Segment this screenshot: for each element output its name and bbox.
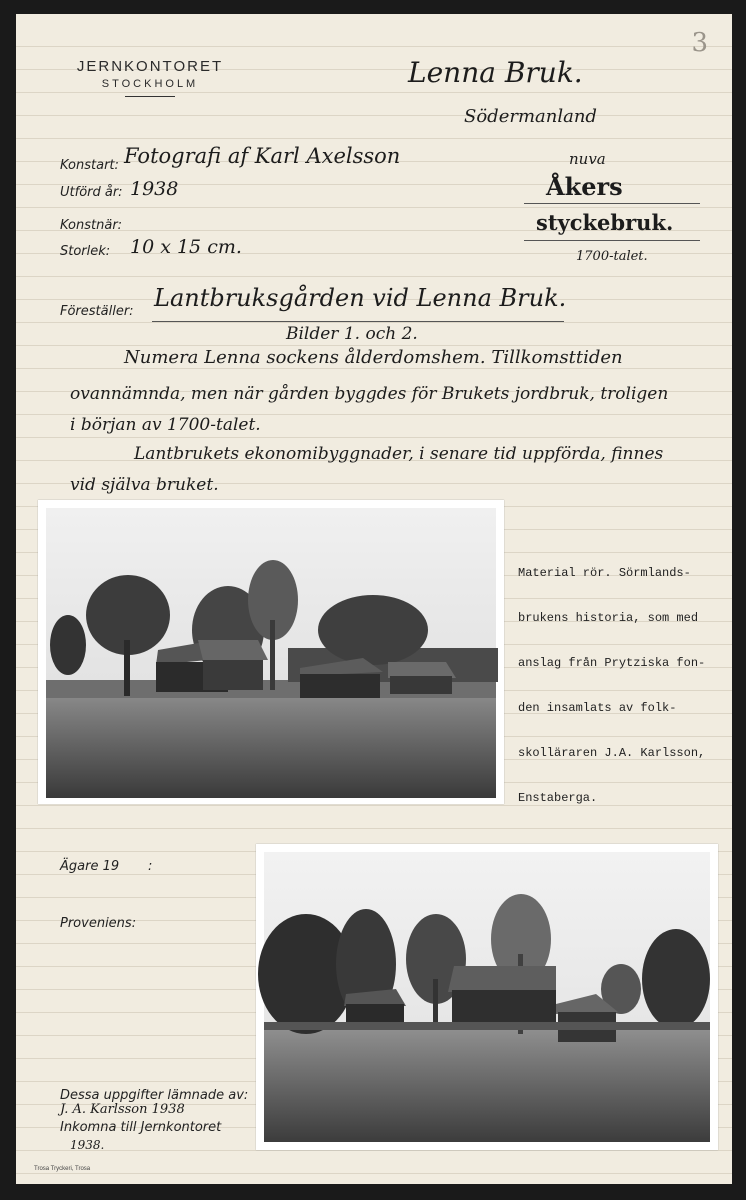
agare-colon: :	[148, 859, 153, 874]
inkomna-label: Inkomna till Jernkontoret	[60, 1120, 222, 1135]
nuvarande-note: nuva	[569, 150, 606, 168]
printer-mark: Trosa Tryckeri, Trosa	[34, 1166, 91, 1172]
description-line-1: Numera Lenna sockens ålderdomshem. Tillkomsttiden	[124, 347, 623, 368]
letterhead	[60, 58, 240, 97]
typed-note-line: skolläraren J.A. Karlsson,	[518, 746, 706, 760]
description-line-4: Lantbrukets ekonomibyggnader, i senare tid uppförda, finnes	[134, 444, 664, 464]
description-line-3: i början av 1700-talet.	[70, 415, 261, 435]
place-name: Lenna Bruk.	[408, 56, 583, 89]
era: 1700-talet.	[576, 249, 648, 264]
parish-underline	[524, 203, 700, 204]
description-line-2: ovannämnda, men när gården byggdes för Brukets jordbruk, troligen	[70, 384, 669, 404]
photo-2-image	[256, 844, 718, 1150]
org-name: JERNKONTORET	[76, 58, 224, 75]
category: styckebruk.	[536, 210, 674, 235]
typed-note-line: anslag från Prytziska fon-	[518, 656, 706, 670]
typed-note-line: den insamlats av folk-	[518, 701, 677, 715]
category-underline	[524, 240, 700, 241]
utford-label: Utförd år:	[60, 185, 123, 200]
konstnar-label: Konstnär:	[60, 218, 123, 233]
photo-1-image	[38, 500, 504, 804]
province: Södermanland	[464, 106, 597, 127]
description-line-5: vid själva bruket.	[70, 475, 219, 495]
inkomna-value: 1938.	[70, 1138, 105, 1152]
storlek-value: 10 x 15 cm.	[130, 236, 242, 258]
storlek-label: Storlek:	[60, 244, 111, 259]
forestaller-label: Föreställer:	[60, 304, 134, 319]
org-city: STOCKHOLM	[101, 78, 199, 90]
uppgifter-label: Dessa uppgifter lämnade av:	[60, 1088, 249, 1103]
proveniens-label: Proveniens:	[60, 916, 137, 931]
page-number: 3	[691, 28, 708, 58]
agare-label: Ägare 19	[60, 859, 120, 874]
typed-note-line: Enstaberga.	[518, 791, 598, 805]
archive-card	[16, 14, 732, 1184]
utford-value: 1938	[130, 178, 179, 200]
typed-note-line: Material rör. Sörmlands-	[518, 566, 691, 580]
photo-1	[38, 500, 504, 804]
konstart-value: Fotografi af Karl Axelsson	[124, 144, 401, 168]
uppgifter-value: J. A. Karlsson 1938	[60, 1102, 185, 1117]
letterhead-rule	[125, 96, 175, 97]
forestaller-underline	[152, 321, 564, 322]
parish: Åkers	[546, 172, 623, 201]
konstart-label: Konstart:	[60, 158, 119, 173]
photo-2	[256, 844, 718, 1150]
typed-note-line: brukens historia, som med	[518, 611, 699, 625]
images-ref: Bilder 1. och 2.	[286, 324, 418, 344]
forestaller-value: Lantbruksgården vid Lenna Bruk.	[154, 284, 567, 312]
